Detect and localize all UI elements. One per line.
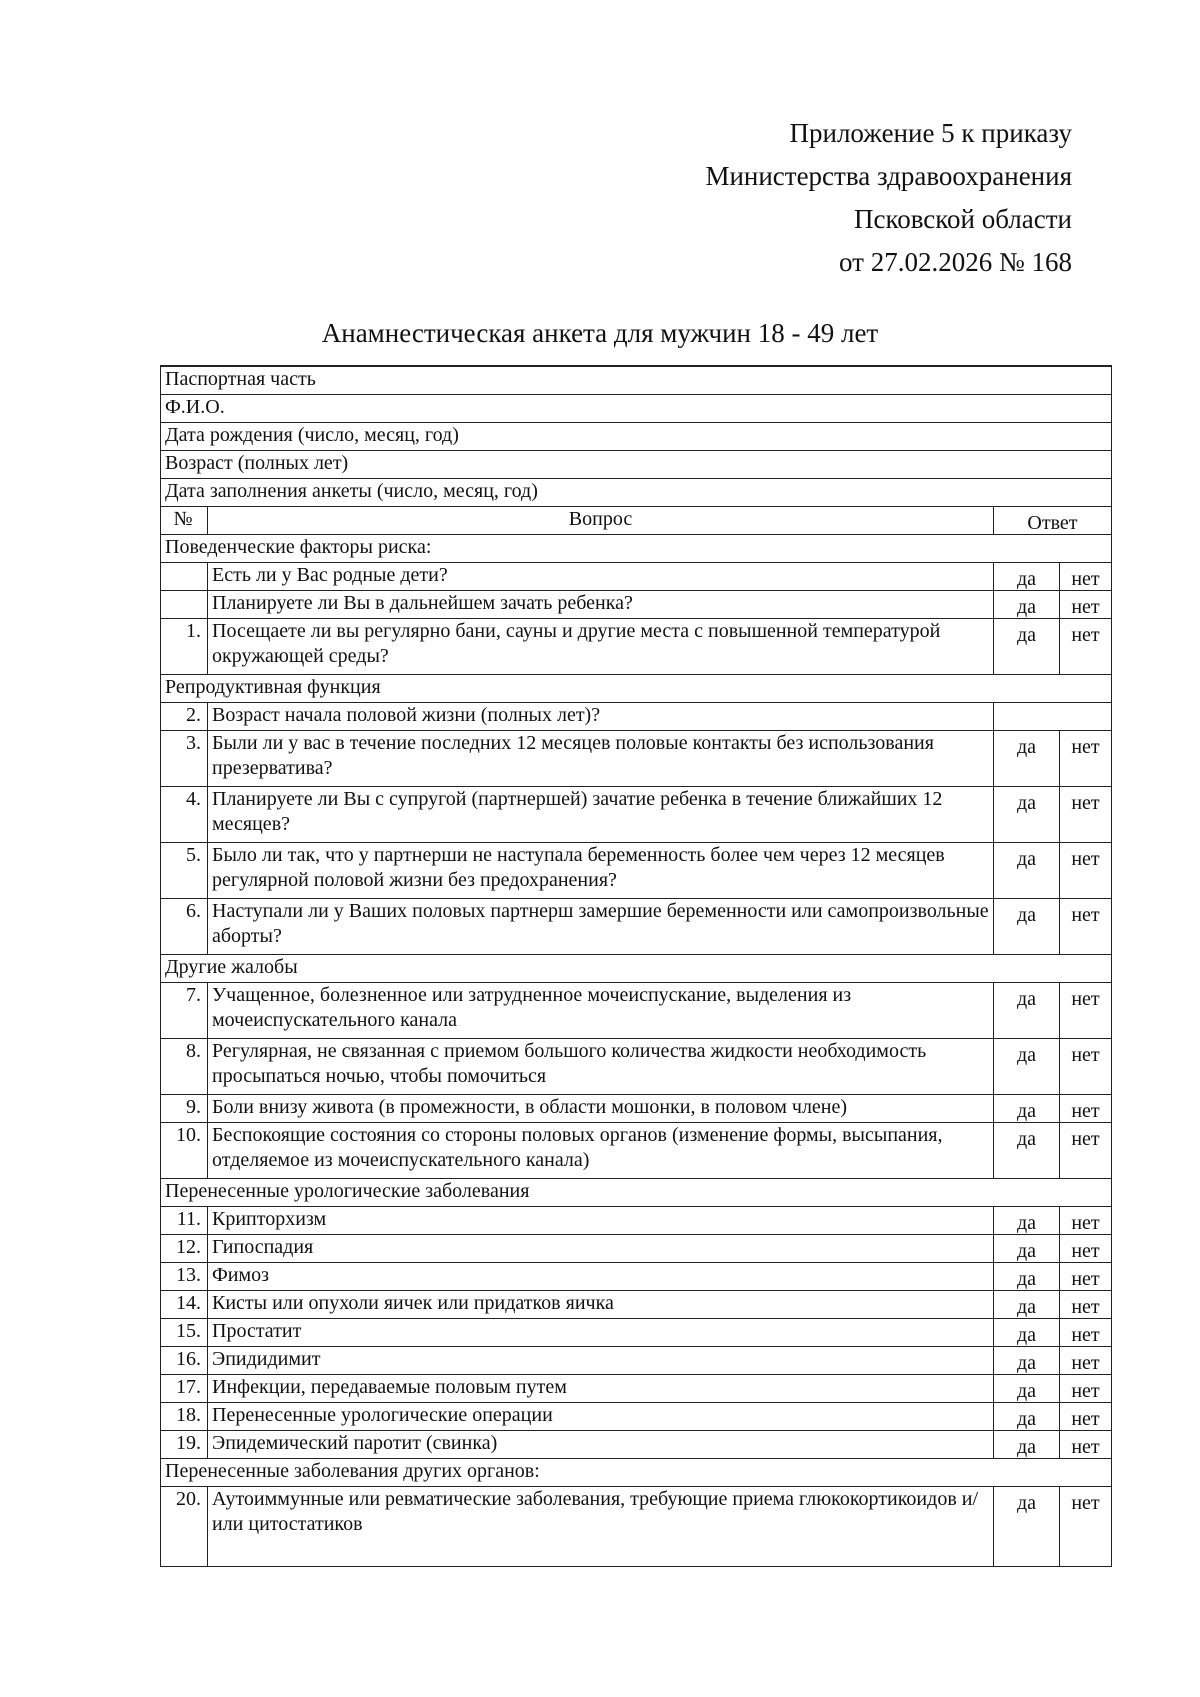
answer-yes[interactable]: да (994, 731, 1060, 787)
question-text: Гипоспадия (208, 1235, 994, 1263)
answer-no[interactable]: нет (1060, 731, 1112, 787)
question-number: 2. (160, 703, 208, 731)
approval-date-number: от 27.02.2026 № 168 (839, 247, 1072, 277)
birth-date-row (160, 423, 1112, 451)
question-text: Кисты или опухоли яичек или придатков яичка (208, 1291, 994, 1319)
question-number: 14. (160, 1291, 208, 1319)
question-number: 9. (160, 1095, 208, 1123)
answer-no[interactable]: нет (1060, 1095, 1112, 1123)
answer-no[interactable]: нет (1060, 563, 1112, 591)
question-text: Были ли у вас в течение последних 12 месяцев половые контакты без использования презерватива? (208, 731, 994, 787)
fio-row (160, 395, 1112, 423)
answer-no[interactable]: нет (1060, 1319, 1112, 1347)
questionnaire-table (160, 365, 1112, 1567)
table-row (160, 1263, 1112, 1291)
table-row (160, 1487, 1112, 1567)
question-text: Крипторхизм (208, 1207, 994, 1235)
section-row (160, 1179, 1112, 1207)
approval-line: Псковской области (853, 204, 1072, 234)
answer-yes[interactable]: да (994, 1347, 1060, 1375)
question-text: Учащенное, болезненное или затрудненное мочеиспускание, выделения из мочеиспускательного канала (208, 983, 994, 1039)
question-number: 16. (160, 1347, 208, 1375)
question-text: Возраст начала половой жизни (полных лет)? (208, 703, 994, 731)
question-number: 4. (160, 787, 208, 843)
answer-no[interactable]: нет (1060, 1347, 1112, 1375)
answer-yes[interactable]: да (994, 1039, 1060, 1095)
section-title: Паспортная часть (160, 367, 1112, 395)
question-text: Планируете ли Вы в дальнейшем зачать ребенка? (208, 591, 994, 619)
fio-field[interactable]: Ф.И.О. (160, 395, 1112, 423)
answer-no[interactable]: нет (1060, 1375, 1112, 1403)
question-number: 17. (160, 1375, 208, 1403)
answer-no[interactable]: нет (1060, 1431, 1112, 1459)
section-title: Поведенческие факторы риска: (160, 535, 1112, 563)
table-row (160, 899, 1112, 955)
table-row (160, 1347, 1112, 1375)
table-row (160, 591, 1112, 619)
table-row (160, 1235, 1112, 1263)
table-row (160, 563, 1112, 591)
question-number: 10. (160, 1123, 208, 1179)
table-row (160, 843, 1112, 899)
answer-no[interactable]: нет (1060, 843, 1112, 899)
answer-yes[interactable]: да (994, 1431, 1060, 1459)
answer-no[interactable]: нет (1060, 787, 1112, 843)
question-text: Планируете ли Вы с супругой (партнершей) зачатие ребенка в течение ближайших 12 месяцев? (208, 787, 994, 843)
document-title: Анамнестическая анкета для мужчин 18 - 49 лет (321, 318, 879, 348)
section-title: Репродуктивная функция (160, 675, 1112, 703)
fill-date-field[interactable]: Дата заполнения анкеты (число, месяц, год) (160, 479, 1112, 507)
question-text: Аутоиммунные или ревматические заболевания, требующие приема глюкокортикоидов и/или цитостатиков (208, 1487, 994, 1567)
answer-no[interactable]: нет (1060, 1403, 1112, 1431)
table-row (160, 1319, 1112, 1347)
question-text: Боли внизу живота (в промежности, в области мошонки, в половом члене) (208, 1095, 994, 1123)
header-question: Вопрос (208, 507, 994, 535)
answer-no[interactable]: нет (1060, 619, 1112, 675)
approval-line: Приложение 5 к приказу (789, 118, 1072, 148)
answer-no[interactable]: нет (1060, 1263, 1112, 1291)
answer-yes[interactable]: да (994, 1319, 1060, 1347)
question-number: 1. (160, 619, 208, 675)
answer-no[interactable]: нет (1060, 1207, 1112, 1235)
question-text: Есть ли у Вас родные дети? (208, 563, 994, 591)
table-row (160, 1207, 1112, 1235)
answer-no[interactable]: нет (1060, 1235, 1112, 1263)
question-text: Эпидидимит (208, 1347, 994, 1375)
table-header-row (160, 507, 1112, 535)
question-number: 12. (160, 1235, 208, 1263)
answer-yes[interactable]: да (994, 787, 1060, 843)
question-number: 8. (160, 1039, 208, 1095)
table-row (160, 1095, 1112, 1123)
answer-yes[interactable]: да (994, 1403, 1060, 1431)
answer-yes[interactable]: да (994, 1207, 1060, 1235)
answer-yes[interactable]: да (994, 1095, 1060, 1123)
question-number: 15. (160, 1319, 208, 1347)
answer-yes[interactable]: да (994, 1235, 1060, 1263)
answer-no[interactable]: нет (1060, 1039, 1112, 1095)
question-number: 13. (160, 1263, 208, 1291)
answer-yes[interactable]: да (994, 1123, 1060, 1179)
approval-block (705, 112, 1072, 284)
table-row (160, 1039, 1112, 1095)
answer-input[interactable] (994, 703, 1112, 731)
answer-yes[interactable]: да (994, 1487, 1060, 1567)
header-num: № (160, 507, 208, 535)
answer-no[interactable]: нет (1060, 591, 1112, 619)
table-row (160, 787, 1112, 843)
answer-yes[interactable]: да (994, 1291, 1060, 1319)
answer-no[interactable]: нет (1060, 1291, 1112, 1319)
question-number (160, 563, 208, 591)
table-row (160, 731, 1112, 787)
section-title: Перенесенные заболевания других органов: (160, 1459, 1112, 1487)
question-text: Посещаете ли вы регулярно бани, сауны и другие места с повышенной температурой окружающей среды? (208, 619, 994, 675)
answer-yes[interactable]: да (994, 1375, 1060, 1403)
question-text: Простатит (208, 1319, 994, 1347)
question-number: 6. (160, 899, 208, 955)
question-number (160, 591, 208, 619)
question-number: 3. (160, 731, 208, 787)
table-row (160, 619, 1112, 675)
question-number: 20. (160, 1487, 208, 1567)
question-text: Перенесенные урологические операции (208, 1403, 994, 1431)
answer-yes[interactable]: да (994, 843, 1060, 899)
table-row (160, 983, 1112, 1039)
question-text: Инфекции, передаваемые половым путем (208, 1375, 994, 1403)
age-field[interactable]: Возраст (полных лет) (160, 451, 1112, 479)
question-number: 11. (160, 1207, 208, 1235)
header-answer: Ответ (994, 507, 1112, 535)
answer-yes[interactable]: да (994, 591, 1060, 619)
section-title: Другие жалобы (160, 955, 1112, 983)
table-row (160, 1291, 1112, 1319)
question-text: Регулярная, не связанная с приемом большого количества жидкости необходимость просыпаться ночью, чтобы помочиться (208, 1039, 994, 1095)
answer-yes[interactable]: да (994, 899, 1060, 955)
question-text: Было ли так, что у партнерши не наступала беременность более чем через 12 месяцев регулярной половой жизни без предохранения? (208, 843, 994, 899)
answer-yes[interactable]: да (994, 563, 1060, 591)
table-row (160, 1431, 1112, 1459)
age-row (160, 451, 1112, 479)
question-text: Фимоз (208, 1263, 994, 1291)
answer-no[interactable]: нет (1060, 1123, 1112, 1179)
question-number: 18. (160, 1403, 208, 1431)
table-row (160, 1403, 1112, 1431)
question-text: Наступали ли у Ваших половых партнерш замершие беременности или самопроизвольные аборты? (208, 899, 994, 955)
answer-no[interactable]: нет (1060, 1487, 1112, 1567)
passport-section-row (160, 367, 1112, 395)
section-row (160, 675, 1112, 703)
birth-date-field[interactable]: Дата рождения (число, месяц, год) (160, 423, 1112, 451)
section-row (160, 955, 1112, 983)
section-row (160, 1459, 1112, 1487)
table-row (160, 1123, 1112, 1179)
question-number: 7. (160, 983, 208, 1039)
answer-yes[interactable]: да (994, 983, 1060, 1039)
fill-date-row (160, 479, 1112, 507)
section-row (160, 535, 1112, 563)
question-text: Эпидемический паротит (свинка) (208, 1431, 994, 1459)
question-text: Беспокоящие состояния со стороны половых органов (изменение формы, высыпания, отделяемое из мочеиспускательного канала) (208, 1123, 994, 1179)
answer-yes[interactable]: да (994, 1263, 1060, 1291)
answer-no[interactable]: нет (1060, 983, 1112, 1039)
answer-no[interactable]: нет (1060, 899, 1112, 955)
question-number: 19. (160, 1431, 208, 1459)
question-number: 5. (160, 843, 208, 899)
approval-line: Министерства здравоохранения (705, 161, 1072, 191)
table-row (160, 703, 1112, 731)
section-title: Перенесенные урологические заболевания (160, 1179, 1112, 1207)
table-row (160, 1375, 1112, 1403)
answer-yes[interactable]: да (994, 619, 1060, 675)
